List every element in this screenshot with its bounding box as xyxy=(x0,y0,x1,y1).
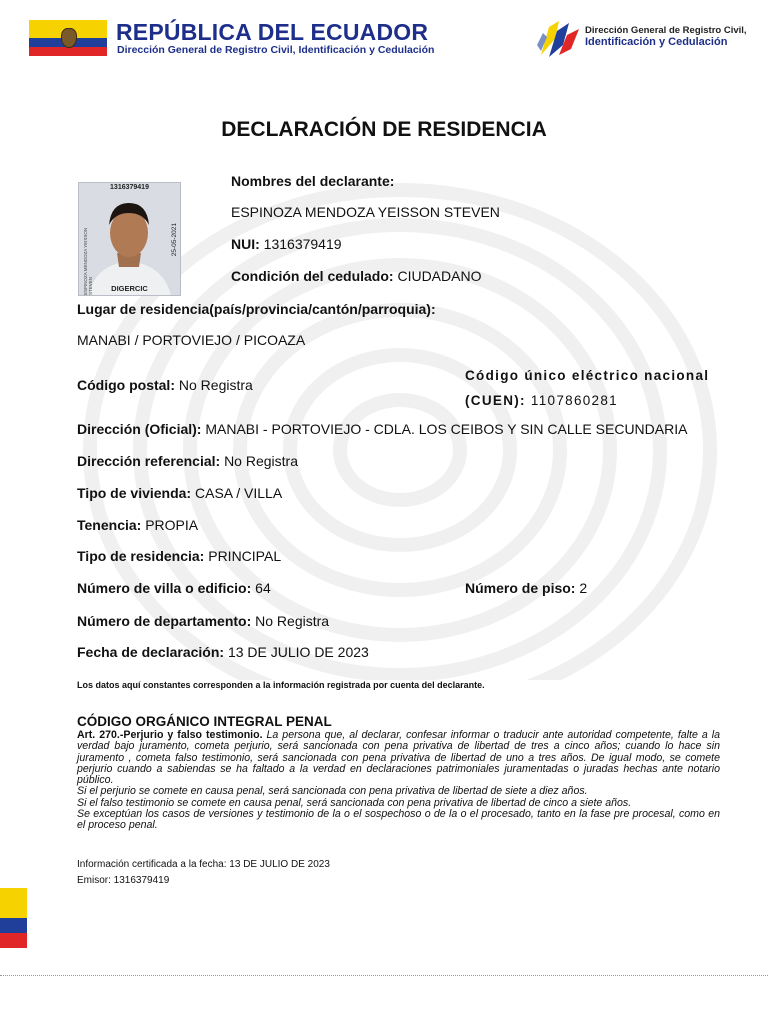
tenencia-label: Tenencia: xyxy=(77,517,142,533)
vivienda-value: CASA / VILLA xyxy=(195,485,283,501)
cuen-row xyxy=(465,363,720,413)
declarant-note: Los datos aquí constantes corresponden a la información registrada por cuenta del declarante. xyxy=(77,680,485,690)
portrait-image xyxy=(79,183,180,295)
cuen-value: 1107860281 xyxy=(530,393,618,408)
direccion-value: MANABI - PORTOVIEJO - CDLA. LOS CEIBOS Y SIN CALLE SECUNDARIA xyxy=(205,421,688,437)
vivienda-label: Tipo de vivienda: xyxy=(77,485,192,501)
condicion-row xyxy=(231,268,481,284)
residencia-row xyxy=(77,548,281,564)
cuen-label: Código único eléctrico nacional (CUEN): xyxy=(465,368,710,408)
header-subtitle: Dirección General de Registro Civil, Identificación y Cedulación xyxy=(117,44,435,56)
ecuador-flag xyxy=(29,20,107,56)
nui-label: NUI: xyxy=(231,236,260,252)
header-title: REPÚBLICA DEL ECUADOR xyxy=(116,19,429,45)
referencial-row xyxy=(77,453,298,469)
direccion-label: Dirección (Oficial): xyxy=(77,421,202,437)
condicion-value: CIUDADANO xyxy=(397,268,482,284)
vivienda-row xyxy=(77,485,282,501)
photo-side-date: 25-05-2021 xyxy=(171,223,178,257)
nui-value: 1316379419 xyxy=(263,236,342,252)
lugar-label: Lugar de residencia(país/provincia/cantón/parroquia): xyxy=(77,301,436,317)
penal-heading: CÓDIGO ORGÁNICO INTEGRAL PENAL xyxy=(77,714,332,729)
penal-paragraph-1: La persona que, al declarar, confesar informar o traducir ante autoridad competente, falte a la verdad bajo juramento, cometa perjurio, será sancionada con pena privativa de libertad de tres a cinco años; cuando lo hace sin juramento , cometa falso testimonio, será sancionada con pena privativa de libertad de uno a tres años. De igual modo, se comete perjurio cuando a sabiendas se ha faltado a la verdad en declaraciones patrimoniales juramentadas o juradas hechas ante notario público. xyxy=(77,729,720,787)
referencial-value: No Registra xyxy=(224,453,298,469)
photo-footer: DIGERCIC xyxy=(111,284,148,293)
fecha-label: Fecha de declaración: xyxy=(77,644,225,660)
nombres-label: Nombres del declarante: xyxy=(231,173,395,189)
logo-text-line1: Dirección General de Registro Civil, xyxy=(585,25,747,36)
coat-of-arms-icon xyxy=(61,28,77,48)
piso-row xyxy=(465,580,587,596)
depto-row xyxy=(77,613,329,629)
penal-paragraph-2: Si el perjurio se comete en causa penal, será sancionada con pena privativa de libertad de siete a diez años. xyxy=(77,785,588,798)
fecha-row xyxy=(77,644,369,660)
villa-row xyxy=(77,580,271,596)
fecha-value: 13 DE JULIO DE 2023 xyxy=(227,644,369,660)
tenencia-row xyxy=(77,517,198,533)
photo-id-number: 1316379419 xyxy=(110,184,149,191)
depto-label: Número de departamento: xyxy=(77,613,252,629)
registro-civil-logo-icon xyxy=(535,15,583,61)
villa-label: Número de villa o edificio: xyxy=(77,580,252,596)
residencia-label: Tipo de residencia: xyxy=(77,548,205,564)
document-title: DECLARACIÓN DE RESIDENCIA xyxy=(221,118,547,141)
piso-label: Número de piso: xyxy=(465,580,576,596)
side-flag-stripe xyxy=(0,888,27,948)
penal-paragraph-3: Si el falso testimonio se comete en causa penal, será sancionada con pena privativa de libertad de cinco a siete años. xyxy=(77,796,632,809)
lugar-value: MANABI / PORTOVIEJO / PICOAZA xyxy=(77,332,306,348)
postal-label: Código postal: xyxy=(77,377,175,393)
nui-row xyxy=(231,236,342,252)
condicion-label: Condición del cedulado: xyxy=(231,268,394,284)
tenencia-value: PROPIA xyxy=(145,517,199,533)
declarant-photo xyxy=(78,182,181,296)
piso-value: 2 xyxy=(579,580,588,596)
referencial-label: Dirección referencial: xyxy=(77,453,221,469)
direccion-row xyxy=(77,421,687,437)
nombres-value: ESPINOZA MENDOZA YEISSON STEVEN xyxy=(231,204,500,220)
depto-value: No Registra xyxy=(255,613,330,629)
penal-text xyxy=(77,730,720,832)
page-divider xyxy=(0,975,768,976)
nombres-row xyxy=(231,173,394,189)
logo-text-line2: Identificación y Cedulación xyxy=(585,36,728,48)
penal-paragraph-4: Se exceptúan los casos de versiones y testimonio de la o el sospechoso o de la o el procesado, tanto en la fase pre procesal, como en el proceso penal. xyxy=(77,808,720,832)
villa-value: 64 xyxy=(255,580,271,596)
postal-row xyxy=(77,377,253,393)
residencia-value: PRINCIPAL xyxy=(208,548,282,564)
penal-article: Art. 270.-Perjurio y falso testimonio. xyxy=(77,729,263,741)
postal-value: No Registra xyxy=(178,377,253,393)
lugar-row xyxy=(77,301,436,317)
issuer: Emisor: 1316379419 xyxy=(77,875,170,886)
photo-side-name: ESPINOZA MENDOZA YEISSON STEVEN xyxy=(83,227,93,295)
certification-date: Información certificada a la fecha: 13 DE JULIO DE 2023 xyxy=(77,859,330,870)
